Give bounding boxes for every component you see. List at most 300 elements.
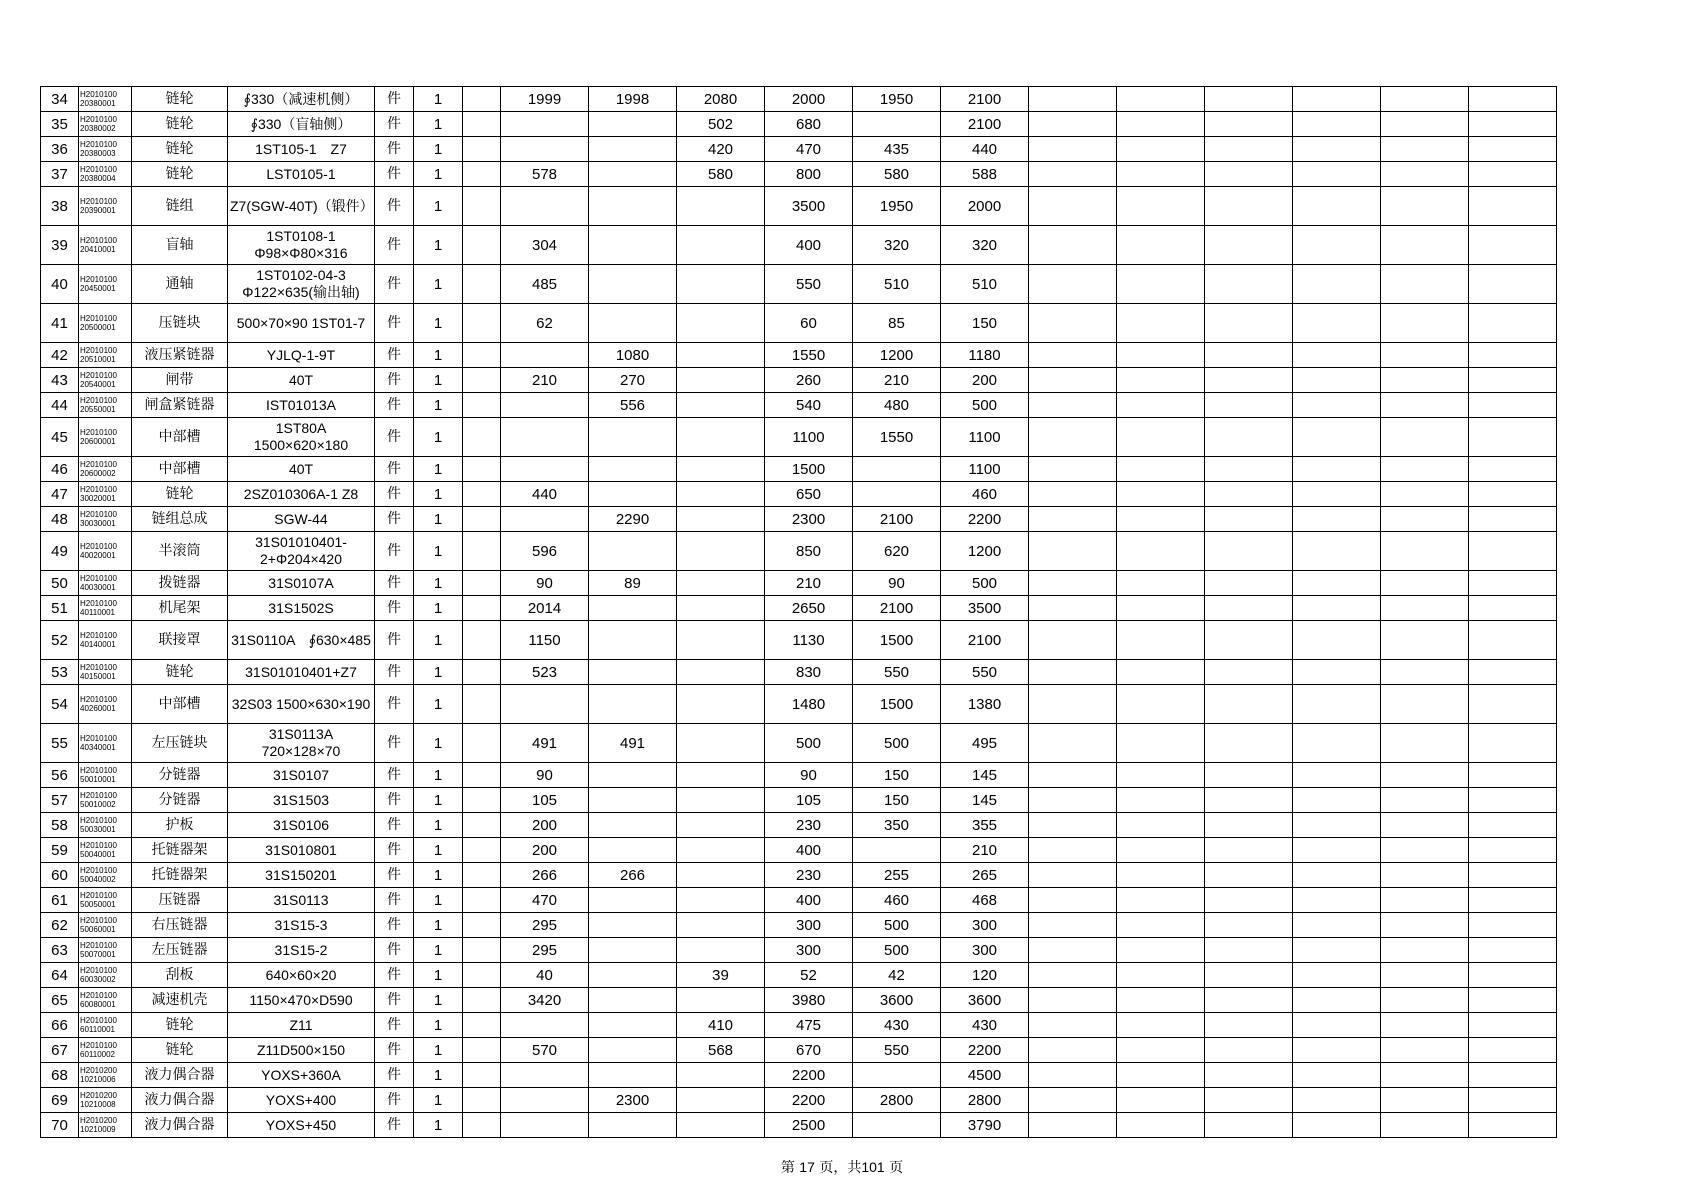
price-6: 2100: [941, 87, 1029, 112]
empty-cell: [1117, 1013, 1205, 1038]
blank-cell: [463, 1013, 501, 1038]
item-name: 分链器: [132, 763, 228, 788]
empty-cell: [1205, 457, 1293, 482]
price-6: 500: [941, 393, 1029, 418]
price-4: 1500: [765, 457, 853, 482]
empty-cell: [1381, 507, 1469, 532]
quantity: 1: [414, 265, 463, 304]
price-5: 1550: [853, 418, 941, 457]
price-4: 2200: [765, 1088, 853, 1113]
empty-cell: [1029, 457, 1117, 482]
empty-cell: [1117, 1088, 1205, 1113]
table-row: [41, 724, 1557, 763]
table-row: [41, 482, 1557, 507]
empty-cell: [1117, 724, 1205, 763]
empty-cell: [1469, 621, 1557, 660]
price-3: [677, 482, 765, 507]
blank-cell: [463, 863, 501, 888]
material-code: H2010100 40030001: [79, 571, 132, 596]
price-4: 230: [765, 813, 853, 838]
empty-cell: [1469, 457, 1557, 482]
material-code: H2010100 20600002: [79, 457, 132, 482]
empty-cell: [1381, 457, 1469, 482]
empty-cell: [1381, 685, 1469, 724]
page-footer: [0, 1157, 1684, 1177]
blank-cell: [463, 265, 501, 304]
price-2: 491: [589, 724, 677, 763]
price-1: 570: [501, 1038, 589, 1063]
item-spec: Z11D500×150: [228, 1038, 375, 1063]
empty-cell: [1029, 913, 1117, 938]
empty-cell: [1381, 1113, 1469, 1138]
unit: 件: [375, 532, 414, 571]
price-2: [589, 763, 677, 788]
price-1: 523: [501, 660, 589, 685]
price-4: 830: [765, 660, 853, 685]
blank-cell: [463, 685, 501, 724]
empty-cell: [1293, 788, 1381, 813]
price-3: 420: [677, 137, 765, 162]
price-3: [677, 838, 765, 863]
table-row: [41, 988, 1557, 1013]
empty-cell: [1469, 571, 1557, 596]
quantity: 1: [414, 621, 463, 660]
item-spec: Z7(SGW-40T)（锻件）: [228, 187, 375, 226]
unit: 件: [375, 226, 414, 265]
empty-cell: [1469, 888, 1557, 913]
quantity: 1: [414, 418, 463, 457]
blank-cell: [463, 457, 501, 482]
price-4: 470: [765, 137, 853, 162]
item-spec: Z11: [228, 1013, 375, 1038]
price-6: 2200: [941, 1038, 1029, 1063]
empty-cell: [1117, 660, 1205, 685]
empty-cell: [1381, 788, 1469, 813]
item-name: 刮板: [132, 963, 228, 988]
material-code: H2010100 30030001: [79, 507, 132, 532]
price-3: [677, 532, 765, 571]
blank-cell: [463, 571, 501, 596]
empty-cell: [1117, 571, 1205, 596]
empty-cell: [1205, 571, 1293, 596]
empty-cell: [1469, 763, 1557, 788]
empty-cell: [1293, 1113, 1381, 1138]
table-row: [41, 621, 1557, 660]
empty-cell: [1029, 532, 1117, 571]
material-code: H2010100 50030001: [79, 813, 132, 838]
item-name: 链轮: [132, 112, 228, 137]
price-4: 90: [765, 763, 853, 788]
empty-cell: [1469, 660, 1557, 685]
row-number: 59: [41, 838, 79, 863]
empty-cell: [1469, 137, 1557, 162]
unit: 件: [375, 1013, 414, 1038]
table-row: [41, 418, 1557, 457]
price-3: 580: [677, 162, 765, 187]
price-4: 2650: [765, 596, 853, 621]
table-row: [41, 963, 1557, 988]
empty-cell: [1469, 988, 1557, 1013]
empty-cell: [1469, 418, 1557, 457]
empty-cell: [1029, 963, 1117, 988]
row-number: 42: [41, 343, 79, 368]
empty-cell: [1205, 685, 1293, 724]
blank-cell: [463, 913, 501, 938]
empty-cell: [1205, 532, 1293, 571]
empty-cell: [1381, 87, 1469, 112]
empty-cell: [1029, 685, 1117, 724]
empty-cell: [1205, 507, 1293, 532]
unit: 件: [375, 863, 414, 888]
price-6: 355: [941, 813, 1029, 838]
table-row: [41, 457, 1557, 482]
price-2: [589, 418, 677, 457]
price-3: [677, 393, 765, 418]
price-4: 500: [765, 724, 853, 763]
price-1: 1150: [501, 621, 589, 660]
price-5: 500: [853, 724, 941, 763]
price-3: [677, 343, 765, 368]
empty-cell: [1117, 393, 1205, 418]
empty-cell: [1117, 532, 1205, 571]
material-code: H2010200 10210006: [79, 1063, 132, 1088]
empty-cell: [1293, 571, 1381, 596]
price-6: 550: [941, 660, 1029, 685]
price-6: 440: [941, 137, 1029, 162]
price-3: [677, 368, 765, 393]
quantity: 1: [414, 685, 463, 724]
empty-cell: [1205, 187, 1293, 226]
empty-cell: [1029, 596, 1117, 621]
item-spec: SGW-44: [228, 507, 375, 532]
empty-cell: [1029, 660, 1117, 685]
quantity: 1: [414, 368, 463, 393]
empty-cell: [1205, 838, 1293, 863]
blank-cell: [463, 813, 501, 838]
item-name: 链组总成: [132, 507, 228, 532]
empty-cell: [1381, 304, 1469, 343]
price-2: [589, 596, 677, 621]
price-2: [589, 913, 677, 938]
item-name: 右压链器: [132, 913, 228, 938]
price-5: 2800: [853, 1088, 941, 1113]
price-2: 556: [589, 393, 677, 418]
empty-cell: [1029, 571, 1117, 596]
price-1: [501, 457, 589, 482]
price-1: 491: [501, 724, 589, 763]
price-4: 52: [765, 963, 853, 988]
empty-cell: [1293, 418, 1381, 457]
blank-cell: [463, 87, 501, 112]
material-code: H2010100 20410001: [79, 226, 132, 265]
row-number: 37: [41, 162, 79, 187]
price-4: 2200: [765, 1063, 853, 1088]
item-spec: 1ST80A 1500×620×180: [228, 418, 375, 457]
table-row: [41, 532, 1557, 571]
quantity: 1: [414, 532, 463, 571]
empty-cell: [1381, 187, 1469, 226]
price-1: [501, 1088, 589, 1113]
material-code: H2010100 20380003: [79, 137, 132, 162]
price-5: 150: [853, 788, 941, 813]
empty-cell: [1117, 368, 1205, 393]
price-4: 260: [765, 368, 853, 393]
empty-cell: [1117, 112, 1205, 137]
table-body: [41, 87, 1557, 1138]
table-row: [41, 596, 1557, 621]
quantity: 1: [414, 457, 463, 482]
item-name: 机尾架: [132, 596, 228, 621]
item-spec: 1ST105-1 Z7: [228, 137, 375, 162]
price-1: 440: [501, 482, 589, 507]
price-5: [853, 482, 941, 507]
item-spec: YOXS+400: [228, 1088, 375, 1113]
table-row: [41, 571, 1557, 596]
material-code: H2010100 20550001: [79, 393, 132, 418]
empty-cell: [1469, 343, 1557, 368]
empty-cell: [1029, 813, 1117, 838]
blank-cell: [463, 187, 501, 226]
empty-cell: [1469, 813, 1557, 838]
price-2: [589, 137, 677, 162]
quantity: 1: [414, 813, 463, 838]
empty-cell: [1117, 457, 1205, 482]
unit: 件: [375, 963, 414, 988]
price-1: 578: [501, 162, 589, 187]
item-spec: 31S01010401-2+Φ204×420: [228, 532, 375, 571]
empty-cell: [1205, 863, 1293, 888]
empty-cell: [1029, 1063, 1117, 1088]
price-4: 680: [765, 112, 853, 137]
price-5: 255: [853, 863, 941, 888]
price-1: 295: [501, 938, 589, 963]
empty-cell: [1469, 226, 1557, 265]
blank-cell: [463, 343, 501, 368]
blank-cell: [463, 963, 501, 988]
empty-cell: [1469, 112, 1557, 137]
item-name: 左压链器: [132, 938, 228, 963]
price-5: [853, 1113, 941, 1138]
price-1: 200: [501, 813, 589, 838]
item-name: 链轮: [132, 162, 228, 187]
row-number: 55: [41, 724, 79, 763]
row-number: 34: [41, 87, 79, 112]
price-2: [589, 888, 677, 913]
price-6: 2200: [941, 507, 1029, 532]
empty-cell: [1469, 507, 1557, 532]
quantity: 1: [414, 507, 463, 532]
empty-cell: [1293, 763, 1381, 788]
table-row: [41, 1113, 1557, 1138]
price-1: [501, 685, 589, 724]
item-name: 压链块: [132, 304, 228, 343]
price-6: 500: [941, 571, 1029, 596]
price-6: 1100: [941, 418, 1029, 457]
price-5: 1200: [853, 343, 941, 368]
price-5: [853, 1063, 941, 1088]
item-name: 托链器架: [132, 863, 228, 888]
table-row: [41, 187, 1557, 226]
price-6: 1180: [941, 343, 1029, 368]
price-6: 210: [941, 838, 1029, 863]
row-number: 58: [41, 813, 79, 838]
empty-cell: [1381, 1063, 1469, 1088]
material-code: H2010100 20380002: [79, 112, 132, 137]
empty-cell: [1029, 112, 1117, 137]
blank-cell: [463, 724, 501, 763]
row-number: 49: [41, 532, 79, 571]
empty-cell: [1293, 838, 1381, 863]
empty-cell: [1205, 888, 1293, 913]
row-number: 62: [41, 913, 79, 938]
unit: 件: [375, 813, 414, 838]
price-1: 90: [501, 763, 589, 788]
material-code: H2010100 20540001: [79, 368, 132, 393]
empty-cell: [1205, 137, 1293, 162]
price-5: 620: [853, 532, 941, 571]
price-6: 2000: [941, 187, 1029, 226]
empty-cell: [1117, 888, 1205, 913]
item-spec: ∮330（盲轴侧）: [228, 112, 375, 137]
price-3: [677, 685, 765, 724]
quantity: 1: [414, 162, 463, 187]
table-row: [41, 112, 1557, 137]
price-3: [677, 763, 765, 788]
quantity: 1: [414, 343, 463, 368]
empty-cell: [1381, 888, 1469, 913]
empty-cell: [1381, 393, 1469, 418]
item-name: 链轮: [132, 482, 228, 507]
price-2: [589, 457, 677, 482]
price-3: [677, 571, 765, 596]
empty-cell: [1381, 963, 1469, 988]
table-row: [41, 1038, 1557, 1063]
price-2: [589, 938, 677, 963]
price-2: [589, 621, 677, 660]
empty-cell: [1029, 888, 1117, 913]
unit: 件: [375, 913, 414, 938]
price-6: 145: [941, 788, 1029, 813]
empty-cell: [1205, 1063, 1293, 1088]
price-5: 90: [853, 571, 941, 596]
empty-cell: [1293, 1063, 1381, 1088]
price-1: 3420: [501, 988, 589, 1013]
price-5: 550: [853, 660, 941, 685]
quantity: 1: [414, 304, 463, 343]
empty-cell: [1029, 863, 1117, 888]
empty-cell: [1029, 393, 1117, 418]
material-code: H2010100 50010001: [79, 763, 132, 788]
unit: 件: [375, 1038, 414, 1063]
unit: 件: [375, 87, 414, 112]
price-2: [589, 1113, 677, 1138]
item-spec: 31S0113: [228, 888, 375, 913]
empty-cell: [1469, 724, 1557, 763]
price-3: [677, 913, 765, 938]
table-row: [41, 1088, 1557, 1113]
empty-cell: [1469, 304, 1557, 343]
item-spec: 31S0107: [228, 763, 375, 788]
price-4: 1130: [765, 621, 853, 660]
empty-cell: [1117, 1063, 1205, 1088]
empty-cell: [1381, 1038, 1469, 1063]
empty-cell: [1469, 1013, 1557, 1038]
material-code: H2010100 60110002: [79, 1038, 132, 1063]
quantity: 1: [414, 137, 463, 162]
price-2: [589, 265, 677, 304]
empty-cell: [1029, 988, 1117, 1013]
price-3: [677, 988, 765, 1013]
empty-cell: [1117, 187, 1205, 226]
blank-cell: [463, 1088, 501, 1113]
empty-cell: [1205, 1013, 1293, 1038]
price-6: 145: [941, 763, 1029, 788]
material-code: H2010100 50060001: [79, 913, 132, 938]
price-6: 300: [941, 913, 1029, 938]
item-name: 压链器: [132, 888, 228, 913]
row-number: 39: [41, 226, 79, 265]
price-5: 430: [853, 1013, 941, 1038]
price-3: [677, 1113, 765, 1138]
unit: 件: [375, 660, 414, 685]
price-2: [589, 988, 677, 1013]
price-3: [677, 265, 765, 304]
empty-cell: [1205, 304, 1293, 343]
material-code: H2010200 10210009: [79, 1113, 132, 1138]
row-number: 69: [41, 1088, 79, 1113]
price-4: 475: [765, 1013, 853, 1038]
quantity: 1: [414, 187, 463, 226]
price-6: 3500: [941, 596, 1029, 621]
price-6: 150: [941, 304, 1029, 343]
quantity: 1: [414, 596, 463, 621]
material-code: H2010100 20510001: [79, 343, 132, 368]
price-5: 2100: [853, 596, 941, 621]
row-number: 46: [41, 457, 79, 482]
material-code: H2010100 40110001: [79, 596, 132, 621]
item-spec: LST0105-1: [228, 162, 375, 187]
empty-cell: [1205, 788, 1293, 813]
row-number: 60: [41, 863, 79, 888]
empty-cell: [1293, 685, 1381, 724]
table-row: [41, 838, 1557, 863]
price-3: [677, 863, 765, 888]
item-name: 中部槽: [132, 685, 228, 724]
quantity: 1: [414, 938, 463, 963]
table-row: [41, 343, 1557, 368]
item-name: 链轮: [132, 87, 228, 112]
item-name: 液压紧链器: [132, 343, 228, 368]
material-code: H2010100 20600001: [79, 418, 132, 457]
price-3: [677, 596, 765, 621]
empty-cell: [1293, 162, 1381, 187]
price-3: [677, 507, 765, 532]
row-number: 54: [41, 685, 79, 724]
price-6: 3790: [941, 1113, 1029, 1138]
price-2: 270: [589, 368, 677, 393]
price-1: 62: [501, 304, 589, 343]
item-name: 链轮: [132, 1013, 228, 1038]
item-spec: YOXS+360A: [228, 1063, 375, 1088]
quantity: 1: [414, 393, 463, 418]
price-1: [501, 1063, 589, 1088]
empty-cell: [1469, 1113, 1557, 1138]
item-spec: 40T: [228, 368, 375, 393]
price-1: 596: [501, 532, 589, 571]
price-1: 210: [501, 368, 589, 393]
material-code: H2010100 20380001: [79, 87, 132, 112]
unit: 件: [375, 685, 414, 724]
